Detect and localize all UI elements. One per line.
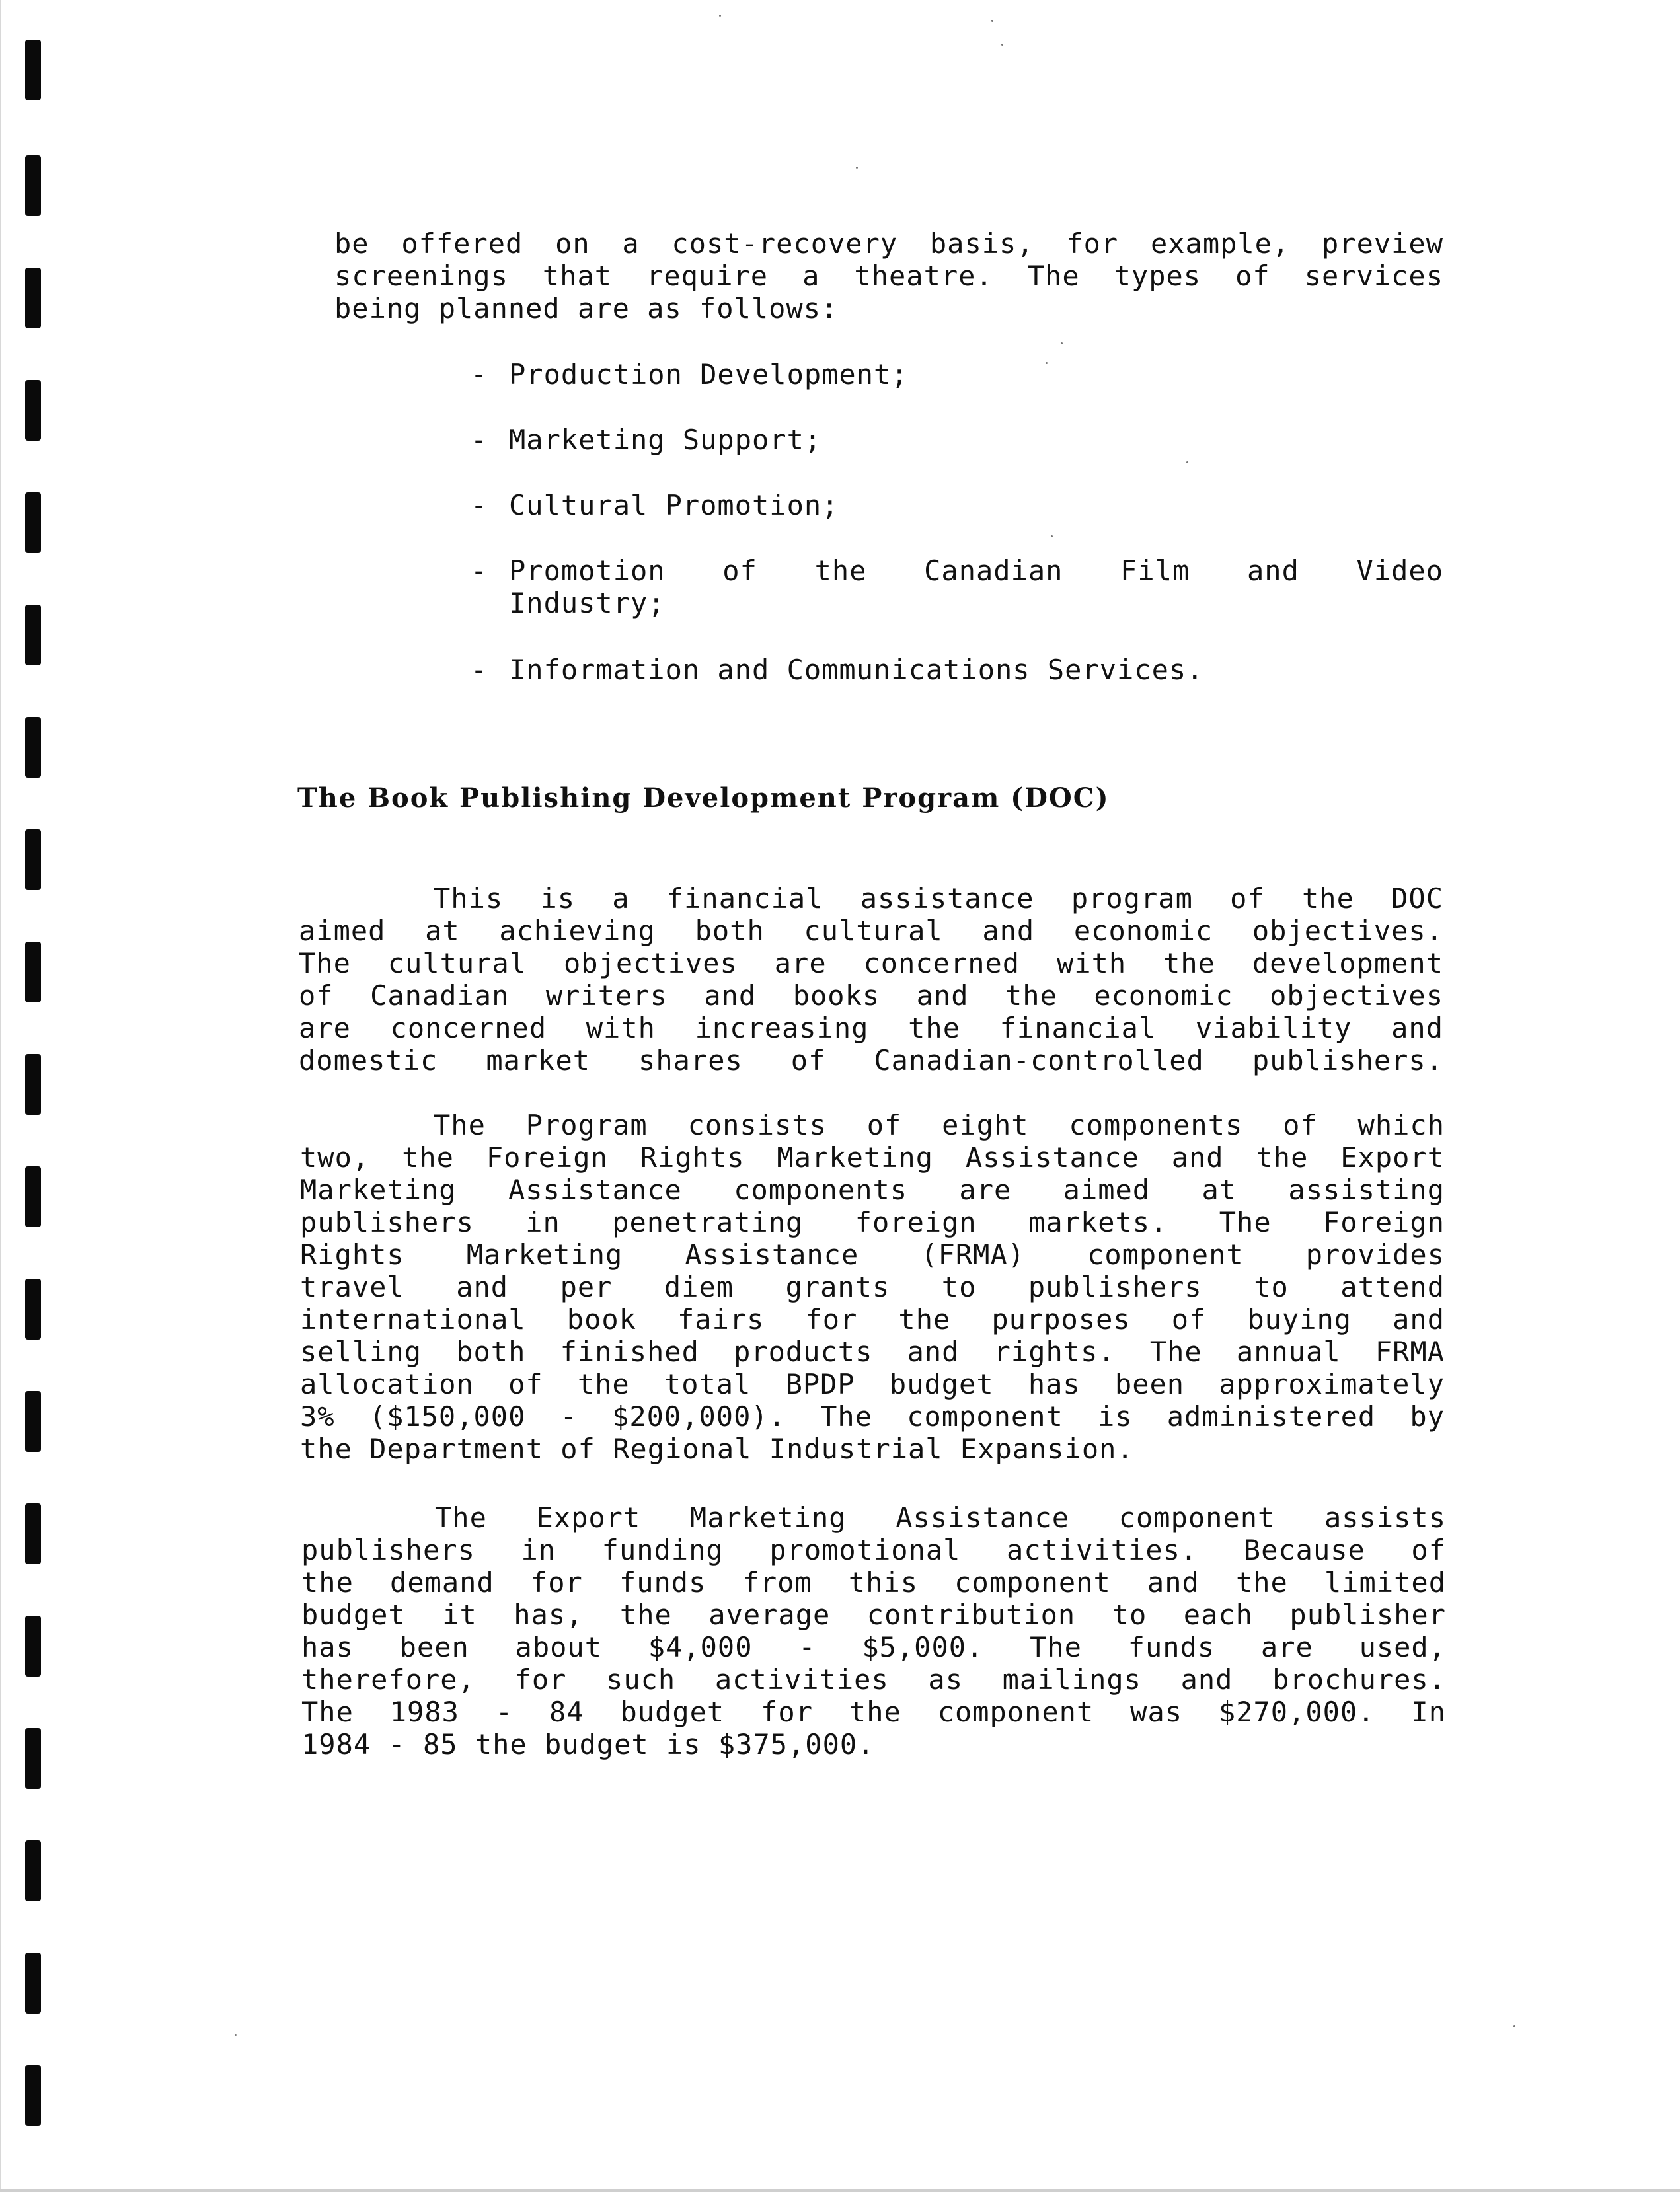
paragraph-line: publishers in penetrating foreign markets. The Foreign — [300, 1206, 1445, 1238]
list-item-text: Marketing Support; — [509, 424, 822, 456]
scan-speck — [1186, 461, 1188, 463]
paragraph-line: allocation of the total BPDP budget has been approximately — [300, 1368, 1445, 1400]
binding-hole — [25, 155, 41, 216]
binding-hole — [25, 942, 41, 1002]
binding-hole — [25, 1503, 41, 1564]
paragraph-line: aimed at achieving both cultural and economic objectives. — [299, 915, 1443, 947]
list-item-text: Industry; — [509, 587, 666, 619]
binding-hole — [25, 1054, 41, 1115]
paragraph-line: international book fairs for the purposes of buying and — [300, 1303, 1445, 1336]
paragraph-line: The Program consists of eight components of which — [434, 1109, 1445, 1141]
scan-speck — [719, 15, 721, 17]
scan-speck — [991, 20, 993, 22]
page-left-edge — [0, 0, 1, 2192]
binding-hole — [25, 717, 41, 778]
binding-hole — [25, 1166, 41, 1227]
scan-speck — [1061, 342, 1063, 344]
list-dash: - — [471, 654, 488, 686]
scan-speck — [1046, 362, 1048, 364]
binding-hole — [25, 380, 41, 441]
scan-speck — [1001, 44, 1003, 46]
scan-speck — [1513, 2025, 1515, 2027]
list-dash: - — [471, 424, 488, 456]
binding-hole — [25, 605, 41, 665]
binding-hole — [25, 1953, 41, 2014]
paragraph-line: The Export Marketing Assistance component assists — [435, 1501, 1446, 1534]
paragraph-line: therefore, for such activities as mailings and brochures. — [301, 1663, 1446, 1696]
list-dash: - — [471, 554, 488, 587]
binding-hole — [25, 829, 41, 890]
scan-speck — [856, 167, 858, 169]
paragraph-line: selling both finished products and rights. The annual FRMA — [300, 1336, 1445, 1368]
binding-hole — [25, 2065, 41, 2126]
paragraph-line: 3% ($150,000 - $200,000). The component is administered by — [300, 1400, 1445, 1433]
intro-line: being planned are as follows: — [334, 292, 839, 324]
intro-line: screenings that require a theatre. The types of services — [334, 260, 1443, 292]
intro-line: be offered on a cost-recovery basis, for example, preview — [334, 227, 1443, 260]
paragraph-line: of Canadian writers and books and the economic objectives — [299, 979, 1443, 1012]
list-item-text: Production Development; — [509, 358, 909, 391]
paragraph-line: 1984 - 85 the budget is $375,000. — [301, 1728, 875, 1760]
list-dash: - — [471, 489, 488, 521]
paragraph-line: are concerned with increasing the financial viability and — [299, 1012, 1443, 1044]
scan-speck — [235, 2034, 237, 2036]
binding-hole — [25, 1279, 41, 1340]
section-heading: The Book Publishing Development Program (DOC) — [297, 782, 1110, 813]
paragraph-line: the demand for funds from this component and the limited — [301, 1566, 1446, 1599]
binding-hole — [25, 1840, 41, 1901]
list-item-text: Information and Communications Services. — [509, 654, 1204, 686]
paragraph-line: budget it has, the average contribution to each publisher — [301, 1599, 1446, 1631]
binding-hole — [25, 1391, 41, 1452]
list-item-text: Promotion of the Canadian Film and Video — [509, 554, 1443, 587]
paragraph-line: This is a financial assistance program of the DOC — [434, 882, 1443, 915]
paragraph-line: publishers in funding promotional activities. Because of — [301, 1534, 1446, 1566]
paragraph-line: domestic market shares of Canadian-controlled publishers. — [299, 1044, 1443, 1077]
paragraph-line: the Department of Regional Industrial Expansion. — [300, 1433, 1134, 1465]
list-item-text: Cultural Promotion; — [509, 489, 839, 521]
scan-speck — [1051, 535, 1053, 537]
paragraph-line: two, the Foreign Rights Marketing Assistance and the Export — [300, 1141, 1445, 1174]
list-dash: - — [471, 358, 488, 391]
binding-hole — [25, 40, 41, 100]
paragraph-line: travel and per diem grants to publishers to attend — [300, 1271, 1445, 1303]
binding-hole — [25, 268, 41, 328]
paragraph-line: The 1983 - 84 budget for the component was $270,000. In — [301, 1696, 1446, 1728]
paragraph-line: Marketing Assistance components are aimed at assisting — [300, 1174, 1445, 1206]
binding-hole — [25, 492, 41, 553]
paragraph-line: The cultural objectives are concerned with the development — [299, 947, 1443, 979]
binding-hole — [25, 1616, 41, 1677]
page-bottom-edge — [0, 2189, 1680, 2192]
binding-hole — [25, 1728, 41, 1789]
paragraph-line: Rights Marketing Assistance (FRMA) component provides — [300, 1238, 1445, 1271]
paragraph-line: has been about $4,000 - $5,000. The funds are used, — [301, 1631, 1446, 1663]
